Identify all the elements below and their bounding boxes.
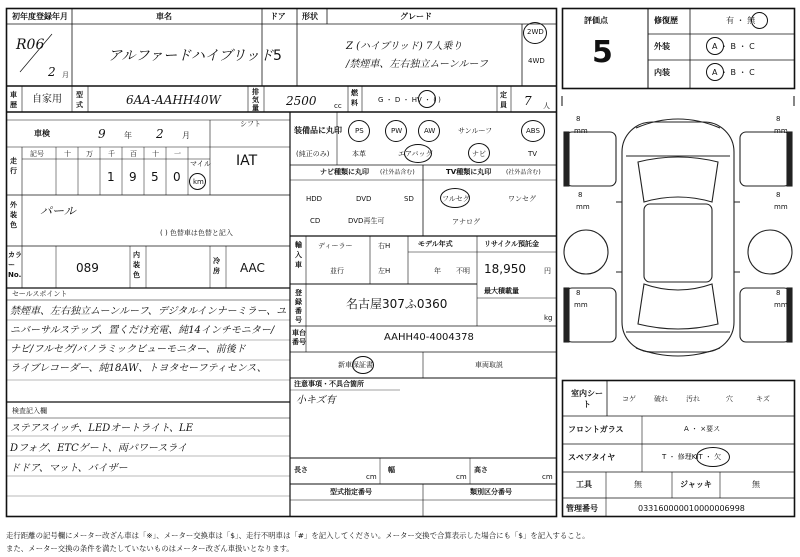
management-number-label: 管理番号 [566, 504, 598, 513]
shift-value: IAT [236, 153, 258, 169]
mileage-digit-label-3: 百 [130, 150, 137, 158]
warranty-new-circle [352, 356, 374, 374]
navi-type-note: (社外品含む) [380, 169, 415, 176]
equip-ps-circle [348, 120, 370, 142]
mileage-digit-label-5: 一 [174, 150, 181, 158]
tire-spare-right-label: 8 [776, 191, 781, 199]
first-reg-month-unit: 月 [62, 71, 69, 79]
score-label: 評価点 [584, 16, 608, 25]
equip-ps: PS [355, 127, 364, 135]
equip-abs-circle [521, 120, 545, 142]
registration-label: 登録番号 [295, 289, 302, 324]
score-value: 5 [592, 35, 613, 70]
seat-tear: 破れ [654, 395, 668, 403]
import-right-h: 右H [378, 242, 391, 250]
tv-fullseg-circle [440, 188, 470, 208]
interior-options: A ・ B ・ C [712, 68, 755, 77]
interior-label: 内装 [654, 68, 670, 77]
chassis-value: AAHH40-4004378 [384, 332, 474, 343]
color-label: 外装色 [10, 201, 17, 229]
navi-cd: CD [310, 217, 321, 225]
shift-label: シフト [240, 120, 261, 128]
max-load-label: 最大積載量 [484, 287, 519, 295]
mileage-digit-3: 9 [129, 170, 137, 184]
navi-hdd: HDD [306, 195, 323, 203]
sales-points-label: セールスポイント [12, 290, 68, 298]
inspection-label: 車検 [34, 129, 50, 138]
recycle-unit: 円 [544, 267, 551, 275]
fuel-hv-circle [418, 90, 436, 108]
drive-4wd: 4WD [528, 57, 545, 65]
capacity-label: 定員 [500, 91, 507, 109]
vehicle-history-label: 車歴 [10, 91, 17, 109]
sales-line-2: ニバーサルステップ、置くだけ充電、純14インチモニター/ [10, 325, 275, 336]
equip-abs: ABS [526, 127, 540, 135]
interior-seat-label: 室内シート [571, 389, 603, 409]
mileage-digit-label-1: 万 [86, 150, 93, 158]
exterior-a-circle [706, 37, 724, 55]
windshield-label: フロントガラス [568, 425, 624, 434]
tire-spare-right-unit: mm [774, 203, 788, 211]
mileage-label: 走行 [10, 157, 17, 175]
tv-oneseg: ワンセグ [508, 195, 536, 203]
type-designation-label: 型式指定番号 [330, 488, 372, 496]
equip-aw-circle [418, 120, 440, 142]
drive-2wd: 2WD [527, 28, 544, 36]
capacity-unit: 人 [543, 102, 550, 110]
displacement-unit: cc [334, 102, 342, 110]
equip-navi-circle [468, 143, 490, 163]
model-year-label: モデル年式 [418, 240, 453, 248]
grade-line-1: Z (ハイブリッド) 7人乗り [346, 41, 463, 52]
notes-value: 小キズ有 [296, 395, 336, 406]
mileage-digit-label-0: 十 [64, 150, 71, 158]
color-code-label: カラーNo. [8, 251, 22, 279]
equip-airbag: エアバッグ [398, 150, 433, 158]
equip-tv: TV [528, 150, 538, 158]
equip-pw: PW [391, 127, 403, 135]
notes-label: 注意事項・不具合箇所 [294, 380, 364, 388]
footer-note-2: また、メーター交換の条件を満たしていないものはメーター改ざん車扱いとなります。 [6, 544, 294, 553]
repair-history-label: 修復歴 [654, 16, 678, 25]
tools-label: 工具 [576, 480, 592, 489]
grade-line-2: /禁煙車、左右独立ムーンルーフ [346, 59, 488, 70]
color-code-value: 089 [76, 261, 99, 275]
door-count: 5 [273, 48, 282, 64]
model-year-value: 不明 [456, 267, 470, 275]
windshield-options: A ・ ×要ス [684, 425, 721, 433]
mileage-digit-5: 0 [173, 170, 181, 184]
capacity-value: 7 [524, 94, 532, 108]
height-label: 高さ [474, 466, 488, 474]
ac-label: 冷房 [213, 257, 220, 275]
management-number-value: 033160000010000006998 [638, 504, 745, 513]
fuel-options: G ・ D ・ HV ・ ( ) [378, 96, 441, 104]
km-label: km [193, 178, 204, 186]
repair-history-options: 有 ・ 無 [726, 16, 756, 25]
equip-entry-line-2: Dフォグ、ETCゲート、両パワースライ [10, 443, 188, 454]
exterior-options: A ・ B ・ C [712, 42, 755, 51]
seat-burn: コゲ [622, 395, 636, 403]
equip-aw: AW [424, 127, 436, 135]
length-unit: cm [366, 473, 377, 481]
recycle-label: リサイクル預託金 [484, 240, 540, 248]
equipment-label: 装備品に丸印 [294, 126, 342, 135]
tire-fl-unit: mm [574, 127, 588, 135]
width-unit: cm [456, 473, 467, 481]
car-name-label: 車名 [156, 12, 172, 21]
seat-scratch: キズ [756, 395, 770, 403]
equip-leather: 本革 [352, 150, 366, 158]
tire-spare-left-label: 8 [578, 191, 583, 199]
sales-line-4: ライブレコーダー、純18AW、トヨタセーフティセンス、 [10, 363, 267, 374]
mileage-digit-4: 5 [151, 170, 159, 184]
tire-fr-unit: mm [774, 127, 788, 135]
first-reg-label: 初年度登録年月 [12, 12, 68, 21]
navi-sd: SD [404, 195, 414, 203]
mileage-sign-label: 記号 [30, 150, 44, 158]
equip-sunroof: サンルーフ [458, 127, 493, 135]
import-left-h: 左H [378, 267, 391, 275]
category-number-label: 類別区分番号 [470, 488, 512, 496]
mileage-digit-2: 1 [107, 170, 115, 184]
usage-value: 自家用 [32, 94, 62, 105]
navi-type-label: ナビ種類に丸印 [320, 168, 369, 176]
fuel-label: 燃料 [351, 89, 358, 107]
equip-pw-circle [385, 120, 407, 142]
registration-value: 名古屋307ふ0360 [346, 297, 448, 311]
spare-tire-options: T ・ 修理KIT ・ 欠 [662, 453, 722, 461]
interior-a-circle [706, 63, 724, 81]
width-label: 幅 [388, 466, 395, 474]
tv-type-label: TV種類に丸印 [446, 168, 492, 176]
jack-label: ジャッキ [680, 480, 712, 489]
import-parallel: 並行 [330, 267, 344, 275]
color-change-note: ( ) 色替車は色替と記入 [160, 229, 233, 237]
tv-fullseg: フルセグ [442, 195, 470, 203]
mileage-digit-label-4: 十 [152, 150, 159, 158]
mileage-digit-label-2: 千 [108, 150, 115, 158]
exterior-label: 外装 [654, 42, 670, 51]
equip-entry-line-3: ドドア、マット、バイザー [10, 463, 128, 474]
tire-rr-label: 8 [776, 289, 781, 297]
tire-fl-label: 8 [576, 115, 581, 123]
equipment-sub-label: (純正のみ) [296, 150, 330, 158]
jack-value: 無 [752, 480, 760, 489]
km-circle [189, 173, 206, 190]
displacement-value: 2500 [286, 94, 317, 108]
grade-label: グレード [400, 12, 432, 21]
import-dealer: ディーラー [318, 242, 353, 250]
inspection-year: 9 [98, 127, 106, 141]
inspection-month-unit: 月 [182, 131, 190, 140]
tire-spare-left-unit: mm [576, 203, 590, 211]
ac-value: AAC [240, 261, 265, 275]
tv-type-note: (社外品含む) [506, 169, 541, 176]
interior-color-label: 内装色 [133, 251, 140, 279]
shape-label: 形状 [302, 12, 318, 21]
height-unit: cm [542, 473, 553, 481]
tire-rl-unit: mm [574, 301, 588, 309]
color-value: パール [40, 204, 76, 218]
import-label: 輸入車 [295, 241, 302, 269]
car-name-value: アルファードハイブリッド [108, 48, 274, 64]
drive-selected-circle [523, 22, 547, 44]
equip-entry-line-1: ステアスイッチ、LEDオートライト、LE [10, 423, 193, 434]
max-load-unit: kg [544, 314, 553, 322]
displacement-label: 排気量 [252, 88, 259, 112]
navi-dvd-play: DVD再生可 [348, 217, 385, 225]
length-label: 長さ [294, 466, 308, 474]
footer-note-1: 走行距離の記号欄にメーター改ざん車は「※」、メーター交換車は「$」、走行不明車は「#」を記入してください。メーター交換で合算表示した場合にも「$」を記入すること。 [6, 531, 590, 540]
tire-rl-label: 8 [576, 289, 581, 297]
model-year-unit: 年 [434, 267, 441, 275]
chassis-label: 車台番号 [292, 329, 306, 346]
recycle-value: 18,950 [484, 262, 526, 276]
tire-fr-label: 8 [776, 115, 781, 123]
navi-dvd: DVD [356, 195, 372, 203]
tools-value: 無 [634, 480, 642, 489]
warranty-manual: 車両取説 [475, 361, 503, 369]
mile-label: マイル [190, 160, 211, 168]
equip-navi: ナビ [472, 150, 486, 158]
sales-line-1: 禁煙車、左右独立ムーンルーフ、デジタルインナーミラー、ユ [10, 306, 287, 317]
warranty-new: 新車保証書 [338, 361, 373, 369]
inspection-year-unit: 年 [124, 131, 132, 140]
spare-kit-circle [696, 447, 730, 467]
sales-line-3: ナビ/フルセグ/バノラミックビューモニター、前後ド [10, 344, 246, 355]
tv-analog: アナログ [452, 218, 480, 226]
spare-tire-label: スペアタイヤ [568, 453, 616, 462]
model-label: 型式 [76, 91, 83, 109]
inspection-month: 2 [156, 127, 164, 141]
seat-stain: 汚れ [686, 395, 700, 403]
inspection-entry-label: 検査記入欄 [12, 407, 47, 415]
tire-rr-unit: mm [774, 301, 788, 309]
car-body-diagram [560, 92, 796, 377]
seat-hole: 穴 [726, 395, 733, 403]
first-reg-year: R06 [16, 37, 45, 53]
equip-airbag-circle [404, 144, 432, 163]
first-reg-month: 2 [48, 65, 56, 79]
repair-none-circle [751, 12, 768, 29]
model-value: 6AA-AAHH40W [126, 93, 221, 107]
door-label: ドア [270, 12, 286, 21]
